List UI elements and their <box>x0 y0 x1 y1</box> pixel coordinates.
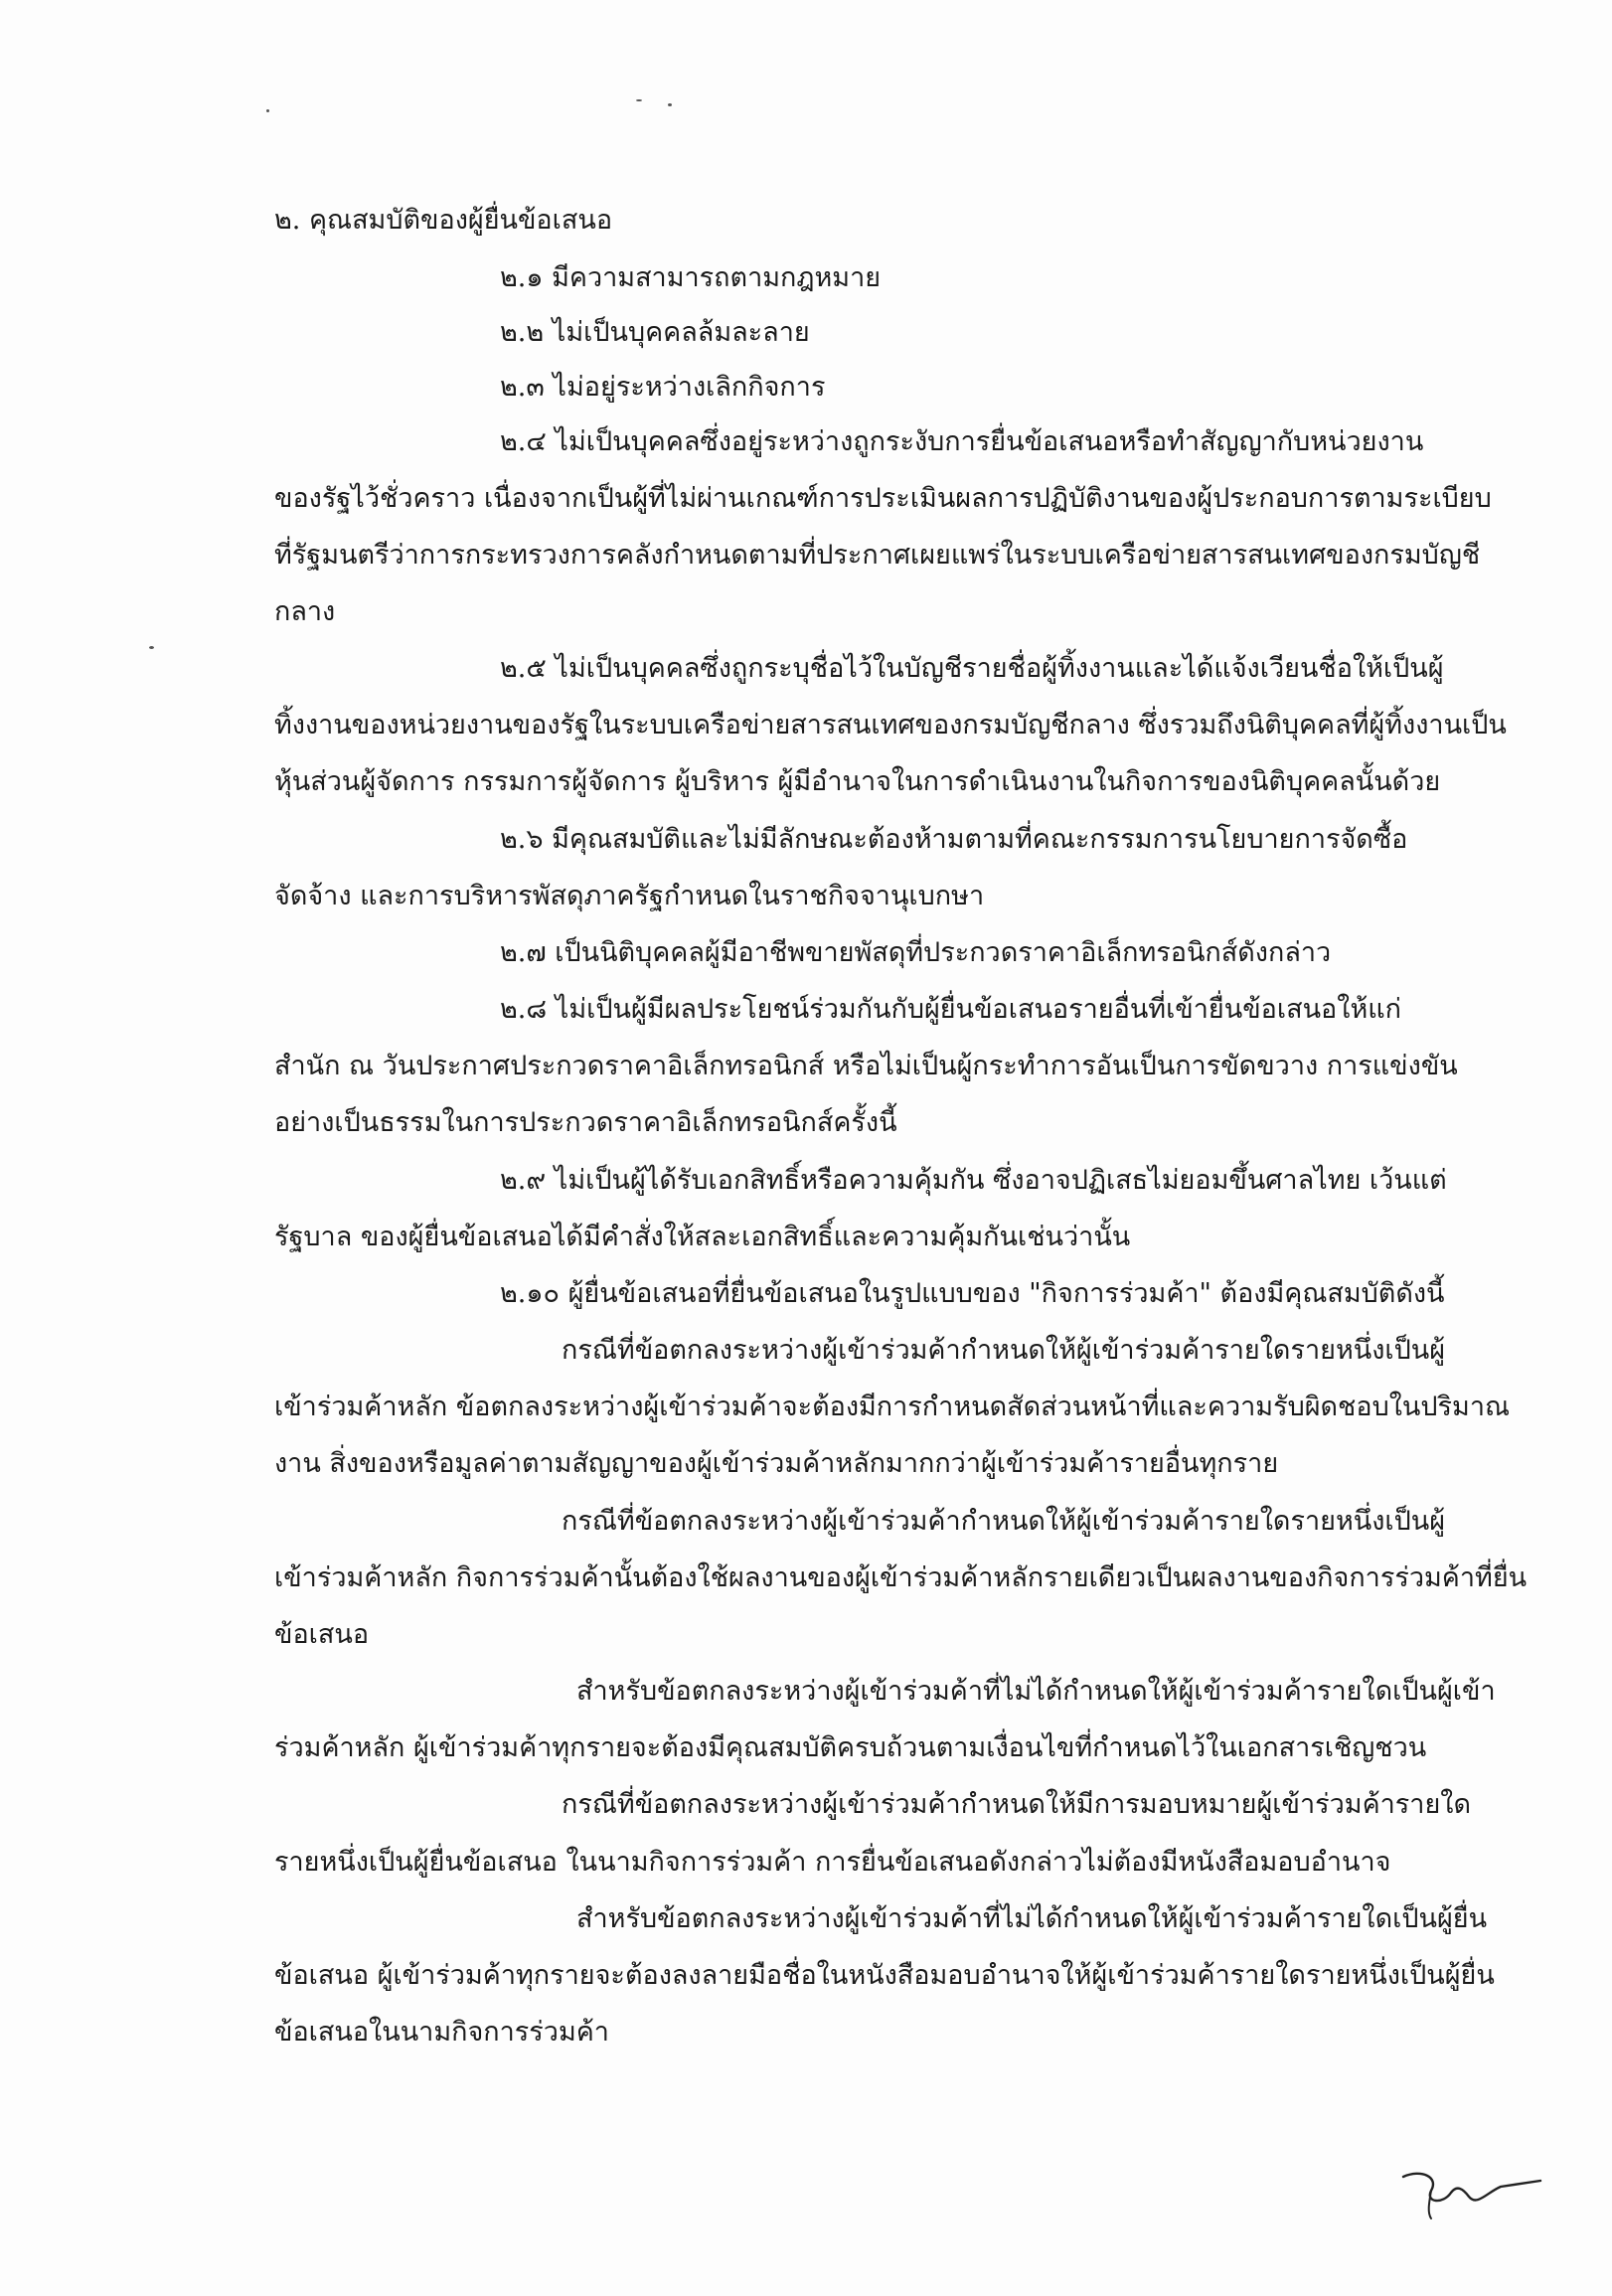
scan-speck <box>668 103 672 106</box>
list-item: ๒.๕ ไม่เป็นบุคคลซึ่งถูกระบุชื่อไว้ในบัญชีรายชื่อผู้ทิ้งงานและได้แจ้งเวียนชื่อให้เป็นผู้ <box>500 653 1444 684</box>
paragraph-line: ข้อเสนอ ผู้เข้าร่วมค้าทุกรายจะต้องลงลายมือชื่อในหนังสือมอบอำนาจให้ผู้เข้าร่วมค้ารายใดรายหนึ่งเป็นผู้ยื่น <box>274 1960 1495 1991</box>
section-heading: ๒. คุณสมบัติของผู้ยื่นข้อเสนอ <box>274 205 613 236</box>
list-item: ๒.๒ ไม่เป็นบุคคลล้มละลาย <box>500 317 810 348</box>
paragraph-line: ข้อเสนอ <box>274 1619 370 1650</box>
paragraph-line: กลาง <box>274 596 336 627</box>
paragraph-line: ข้อเสนอในนามกิจการร่วมค้า <box>274 2017 609 2048</box>
scan-speck <box>266 109 269 112</box>
scan-speck <box>149 646 154 649</box>
paragraph-line: เข้าร่วมค้าหลัก กิจการร่วมค้านั้นต้องใช้ผลงานของผู้เข้าร่วมค้าหลักรายเดียวเป็นผลงานของกิจการร่วมค้าที่ยื่น <box>274 1562 1528 1593</box>
scan-speck <box>636 99 642 101</box>
list-item: ๒.๑๐ ผู้ยื่นข้อเสนอที่ยื่นข้อเสนอในรูปแบบของ "กิจการร่วมค้า" ต้องมีคุณสมบัติดังนี้ <box>500 1278 1445 1309</box>
list-item: ๒.๔ ไม่เป็นบุคคลซึ่งอยู่ระหว่างถูกระงับการยื่นข้อเสนอหรือทำสัญญากับหน่วยงาน <box>500 426 1424 457</box>
list-item: ๒.๓ ไม่อยู่ระหว่างเลิกกิจการ <box>500 372 826 403</box>
paragraph-line: สำหรับข้อตกลงระหว่างผู้เข้าร่วมค้าที่ไม่ได้กำหนดให้ผู้เข้าร่วมค้ารายใดเป็นผู้ยื่น <box>576 1903 1488 1934</box>
paragraph-line: สำนัก ณ วันประกาศประกวดราคาอิเล็กทรอนิกส์ หรือไม่เป็นผู้กระทำการอันเป็นการขัดขวาง การแข่งขัน <box>274 1051 1458 1081</box>
paragraph-line: ทิ้งงานของหน่วยงานของรัฐในระบบเครือข่ายสารสนเทศของกรมบัญชีกลาง ซึ่งรวมถึงนิติบุคคลที่ผู้ทิ้งงานเป็น <box>274 710 1507 740</box>
paragraph-line: กรณีที่ข้อตกลงระหว่างผู้เข้าร่วมค้ากำหนดให้ผู้เข้าร่วมค้ารายใดรายหนึ่งเป็นผู้ <box>562 1506 1446 1537</box>
list-item: ๒.๖ มีคุณสมบัติและไม่มีลักษณะต้องห้ามตามที่คณะกรรมการนโยบายการจัดซื้อ <box>500 824 1408 855</box>
paragraph-line: เข้าร่วมค้าหลัก ข้อตกลงระหว่างผู้เข้าร่วมค้าจะต้องมีการกำหนดสัดส่วนหน้าที่และความรับผิดชอบในปริมาณ <box>274 1392 1511 1422</box>
paragraph-line: หุ้นส่วนผู้จัดการ กรรมการผู้จัดการ ผู้บริหาร ผู้มีอำนาจในการดำเนินงานในกิจการของนิติบุคคลนั้นด้วย <box>274 766 1441 797</box>
paragraph-line: ของรัฐไว้ชั่วคราว เนื่องจากเป็นผู้ที่ไม่ผ่านเกณฑ์การประเมินผลการปฏิบัติงานของผู้ประกอบการตามระเบียบ <box>274 483 1492 514</box>
signature-icon <box>1391 2147 1550 2226</box>
paragraph-line: ร่วมค้าหลัก ผู้เข้าร่วมค้าทุกรายจะต้องมีคุณสมบัติครบถ้วนตามเงื่อนไขที่กำหนดไว้ในเอกสารเชิญชวน <box>274 1732 1427 1763</box>
list-item: ๒.๘ ไม่เป็นผู้มีผลประโยชน์ร่วมกันกับผู้ยื่นข้อเสนอรายอื่นที่เข้ายื่นข้อเสนอให้แก่ <box>500 994 1401 1025</box>
paragraph-line: สำหรับข้อตกลงระหว่างผู้เข้าร่วมค้าที่ไม่ได้กำหนดให้ผู้เข้าร่วมค้ารายใดเป็นผู้เข้า <box>576 1676 1496 1707</box>
paragraph-line: งาน สิ่งของหรือมูลค่าตามสัญญาของผู้เข้าร่วมค้าหลักมากกว่าผู้เข้าร่วมค้ารายอื่นทุกราย <box>274 1448 1279 1479</box>
paragraph-line: ที่รัฐมนตรีว่าการกระทรวงการคลังกำหนดตามที่ประกาศเผยแพร่ในระบบเครือข่ายสารสนเทศของกรมบัญชี <box>274 540 1481 571</box>
paragraph-line: รายหนึ่งเป็นผู้ยื่นข้อเสนอ ในนามกิจการร่วมค้า การยื่นข้อเสนอดังกล่าวไม่ต้องมีหนังสือมอบอำนาจ <box>274 1847 1391 1878</box>
paragraph-line: กรณีที่ข้อตกลงระหว่างผู้เข้าร่วมค้ากำหนดให้มีการมอบหมายผู้เข้าร่วมค้ารายใด <box>562 1789 1472 1820</box>
list-item: ๒.๗ เป็นนิติบุคคลผู้มีอาชีพขายพัสดุที่ประกวดราคาอิเล็กทรอนิกส์ดังกล่าว <box>500 937 1332 968</box>
paragraph-line: อย่างเป็นธรรมในการประกวดราคาอิเล็กทรอนิกส์ครั้งนี้ <box>274 1107 897 1138</box>
paragraph-line: กรณีที่ข้อตกลงระหว่างผู้เข้าร่วมค้ากำหนดให้ผู้เข้าร่วมค้ารายใดรายหนึ่งเป็นผู้ <box>562 1335 1446 1366</box>
list-item: ๒.๙ ไม่เป็นผู้ได้รับเอกสิทธิ์หรือความคุ้มกัน ซึ่งอาจปฏิเสธไม่ยอมขึ้นศาลไทย เว้นแต่ <box>500 1165 1447 1196</box>
paragraph-line: รัฐบาล ของผู้ยื่นข้อเสนอได้มีคำสั่งให้สละเอกสิทธิ์และความคุ้มกันเช่นว่านั้น <box>274 1222 1131 1252</box>
list-item: ๒.๑ มีความสามารถตามกฎหมาย <box>500 262 882 293</box>
paragraph-line: จัดจ้าง และการบริหารพัสดุภาครัฐกำหนดในราชกิจจานุเบกษา <box>274 881 985 911</box>
